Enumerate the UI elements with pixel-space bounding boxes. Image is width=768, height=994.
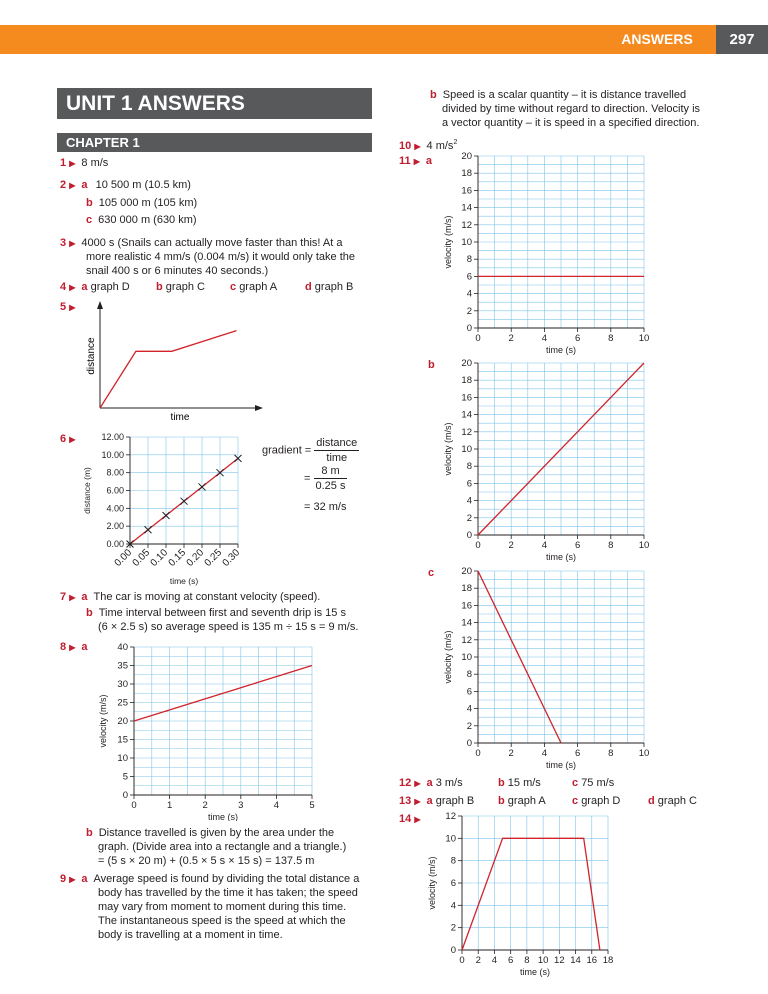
y-tick-label: 8 <box>466 461 472 473</box>
fraction-numerator: distance <box>316 437 358 449</box>
x-axis-label: time (s) <box>208 812 238 821</box>
page-number: 297 <box>716 25 768 54</box>
y-tick-label: 16 <box>461 392 472 404</box>
y-axis-label: distance <box>86 337 97 375</box>
y-tick-label: 12 <box>461 219 472 231</box>
y-tick-label: 4 <box>466 288 472 300</box>
x-tick-label: 6 <box>508 955 514 966</box>
y-tick-label: 40 <box>117 642 128 653</box>
y-tick-label: 0 <box>122 790 128 801</box>
answer-7: 7 ▶ a The car is moving at constant velocity (speed). <box>60 591 321 603</box>
x-tick-label: 2 <box>202 800 208 811</box>
answer-7b-line2: (6 × 2.5 s) so average speed is 135 m ÷ 15 s = 9 m/s. <box>98 621 359 633</box>
x-axis-label: time (s) <box>546 552 576 562</box>
fraction-denominator: time <box>326 452 348 464</box>
answer-1 <box>60 156 108 171</box>
answer-14: 14 ▶ <box>399 813 421 825</box>
x-tick-label: 0.30 <box>220 547 243 569</box>
y-tick-label: 0 <box>466 738 472 749</box>
chart-q14 <box>424 808 624 978</box>
question-number: 1 ▶ <box>60 157 76 169</box>
y-tick-label: 12.00 <box>101 432 124 442</box>
x-tick-label: 10 <box>638 333 650 344</box>
x-tick-label: 18 <box>602 955 614 966</box>
x-axis-label: time (s) <box>169 576 199 586</box>
answer-2: 2 ▶ a 10 500 m (10.5 km) <box>60 179 191 191</box>
answer-2c: 630 000 m (630 km) <box>98 214 197 226</box>
y-tick-label: 16 <box>461 600 472 612</box>
y-tick-label: 6 <box>466 478 472 490</box>
y-tick-label: 2.00 <box>106 521 124 532</box>
answer-text: 8 m/s <box>81 157 109 169</box>
x-tick-label: 10 <box>638 748 650 759</box>
x-tick-label: 2 <box>508 748 514 759</box>
y-tick-label: 12 <box>461 426 472 438</box>
answer-8b: b Distance travelled is given by the area under the <box>86 827 335 839</box>
y-tick-label: 8 <box>466 254 472 266</box>
answer-11: 11 ▶ a <box>399 155 433 167</box>
answer-12b: b 15 m/s <box>498 777 541 789</box>
unit-title: UNIT 1 ANSWERS <box>57 88 372 119</box>
answer-8b-line2: graph. (Divide area into a rectangle and a triangle.) <box>98 841 347 853</box>
y-tick-label: 4 <box>450 900 456 912</box>
answer-2b-row: b 105 000 m (105 km) <box>86 197 198 209</box>
section-tab: ANSWERS <box>621 31 693 47</box>
answer-3: 3 ▶ 4000 s (Snails can actually move faster than this! At a <box>60 237 343 249</box>
y-tick-label: 4.00 <box>106 503 124 514</box>
y-tick-label: 2 <box>466 305 472 317</box>
x-axis-arrow <box>255 405 263 411</box>
answer-12: 12 ▶ a 3 m/s <box>399 777 463 789</box>
y-tick-label: 18 <box>461 583 472 595</box>
x-tick-label: 8 <box>608 333 614 344</box>
x-tick-label: 0 <box>131 800 137 811</box>
y-tick-label: 2 <box>450 922 456 934</box>
gradient-step-2: = $\frac{8 m}{0.25 s}$ <box>304 465 346 492</box>
x-tick-label: 4 <box>273 800 280 811</box>
y-tick-label: 15 <box>117 734 128 746</box>
answer-13: 13 ▶ a graph B <box>399 795 475 807</box>
answer-9b-line3: a vector quantity – it is speed in a specified direction. <box>442 117 700 129</box>
y-tick-label: 30 <box>117 679 128 690</box>
x-tick-label: 14 <box>570 955 581 966</box>
y-tick-label: 8 <box>450 855 456 867</box>
x-axis-label: time (s) <box>520 967 550 977</box>
answer-3-line2: more realistic 4 mm/s (0.004 m/s) it would only take the <box>86 251 355 263</box>
label-11c: c <box>428 567 435 579</box>
answer-9b-line2: divided by time without regard to direction. Velocity is <box>442 103 701 115</box>
y-tick-label: 0 <box>466 323 472 334</box>
answer-9b: b Speed is a scalar quantity – it is distance travelled <box>430 89 687 101</box>
y-tick-label: 2 <box>466 512 472 524</box>
chart-q5 <box>80 298 270 428</box>
answer-6: 6 ▶ <box>60 433 76 445</box>
label-11b: b <box>428 359 435 371</box>
chart-q11b <box>440 355 660 565</box>
answer-13d: d graph C <box>648 795 697 807</box>
x-axis-label: time (s) <box>546 345 576 355</box>
y-tick-label: 18 <box>461 375 472 387</box>
y-tick-label: 10 <box>461 237 472 248</box>
y-tick-label: 16 <box>461 185 472 197</box>
y-tick-label: 20 <box>117 716 128 727</box>
y-tick-label: 10.00 <box>101 449 124 460</box>
y-tick-label: 10 <box>461 652 472 663</box>
x-tick-label: 16 <box>586 955 598 966</box>
answer-2b: 105 000 m (105 km) <box>98 197 198 209</box>
answer-4b: b graph C <box>156 281 205 293</box>
answer-9: 9 ▶ a Average speed is found by dividing the total distance a <box>60 873 360 885</box>
x-tick-label: 6 <box>574 333 581 344</box>
x-tick-label: 10 <box>537 955 549 966</box>
answer-4d: d graph B <box>305 281 354 293</box>
y-tick-label: 12 <box>445 811 456 822</box>
y-tick-label: 8 <box>466 669 472 681</box>
y-tick-label: 25 <box>117 697 128 709</box>
answer-2c-row: c 630 000 m (630 km) <box>86 214 197 226</box>
y-tick-label: 8.00 <box>106 467 124 478</box>
y-tick-label: 2 <box>466 720 472 732</box>
y-tick-label: 0 <box>466 530 472 541</box>
y-tick-label: 20 <box>461 358 472 369</box>
y-axis-label: velocity (m/s) <box>98 694 108 748</box>
x-tick-label: 0.05 <box>130 547 153 569</box>
y-tick-label: 5 <box>122 771 128 783</box>
answer-2a: 10 500 m (10.5 km) <box>95 179 191 191</box>
x-tick-label: 6 <box>574 540 581 551</box>
answer-13b: b graph A <box>498 795 546 807</box>
x-tick-label: 0 <box>459 955 465 966</box>
answer-9-line3: may vary from moment to moment during this time. <box>98 901 347 913</box>
x-tick-label: 8 <box>608 748 614 759</box>
y-tick-label: 0.00 <box>106 539 124 549</box>
y-tick-label: 18 <box>461 168 472 180</box>
x-tick-label: 0.20 <box>184 547 207 569</box>
x-tick-label: 10 <box>638 540 650 551</box>
chart-q8a <box>96 636 326 821</box>
x-tick-label: 4 <box>541 333 548 344</box>
y-axis-label: distance (m) <box>82 467 92 514</box>
y-tick-label: 14 <box>461 202 472 214</box>
answer-9-line5: body is travelling at a moment in time. <box>98 929 283 941</box>
answer-7b: b Time interval between first and seventh drip is 15 s <box>86 607 346 619</box>
x-tick-label: 3 <box>238 800 244 811</box>
y-tick-label: 6.00 <box>106 485 124 496</box>
answer-5: 5 ▶ <box>60 301 76 313</box>
x-tick-label: 12 <box>554 955 565 966</box>
x-tick-label: 0 <box>475 748 481 759</box>
answer-10: 10 ▶ 4 $m/s^2$ <box>399 139 458 152</box>
data-line <box>462 838 600 950</box>
x-axis-label: time (s) <box>546 760 576 770</box>
y-tick-label: 35 <box>117 660 128 672</box>
gradient-result: = 32 m/s <box>304 501 347 513</box>
x-tick-label: 0.00 <box>112 547 135 569</box>
chart-q11c <box>440 563 660 773</box>
x-tick-label: 1 <box>166 800 173 811</box>
distance-time-line <box>100 331 237 408</box>
y-tick-label: 10 <box>445 833 456 845</box>
x-tick-label: 0.10 <box>148 547 171 569</box>
chapter-title: CHAPTER 1 <box>57 133 372 152</box>
y-axis-label: velocity (m/s) <box>443 215 453 269</box>
y-tick-label: 0 <box>450 945 456 956</box>
x-tick-label: 0 <box>475 333 481 344</box>
answer-12c: c 75 m/s <box>572 777 615 789</box>
y-tick-label: 14 <box>461 617 472 629</box>
y-tick-label: 14 <box>461 409 472 421</box>
x-tick-label: 4 <box>541 540 548 551</box>
chart-q6 <box>80 428 260 588</box>
x-tick-label: 2 <box>475 955 481 966</box>
x-tick-label: 0.15 <box>166 547 189 569</box>
x-tick-label: 0.25 <box>202 547 225 569</box>
x-tick-label: 0 <box>475 540 481 551</box>
y-axis-arrow <box>97 301 103 309</box>
x-tick-label: 2 <box>508 333 514 344</box>
y-tick-label: 20 <box>461 151 472 162</box>
x-tick-label: 8 <box>524 955 530 966</box>
answer-8: 8 ▶ a <box>60 641 88 653</box>
x-tick-label: 4 <box>491 955 498 966</box>
y-tick-label: 10 <box>117 753 128 764</box>
y-tick-label: 6 <box>450 878 456 889</box>
x-tick-label: 4 <box>541 748 548 759</box>
answer-4c: c graph A <box>230 281 278 293</box>
y-tick-label: 6 <box>466 271 472 283</box>
answer-3-line3: snail 400 s or 6 minutes 40 seconds.) <box>86 265 269 277</box>
x-tick-label: 8 <box>608 540 614 551</box>
answer-8b-line3: = (5 s × 20 m) + (0.5 × 5 s × 15 s) = 137.5 m <box>98 855 315 867</box>
answer-13c: c graph D <box>572 795 621 807</box>
y-tick-label: 10 <box>461 444 472 455</box>
y-tick-label: 4 <box>466 495 472 507</box>
answer-9-line4: The instantaneous speed is the speed at which the <box>98 915 346 927</box>
y-tick-label: 6 <box>466 686 472 698</box>
x-axis-label: time <box>170 412 190 423</box>
x-tick-label: 5 <box>309 800 315 811</box>
x-tick-label: 6 <box>574 748 581 759</box>
x-tick-label: 2 <box>508 540 514 551</box>
y-tick-label: 4 <box>466 703 472 715</box>
y-axis-label: velocity (m/s) <box>427 856 437 910</box>
chart-q11a <box>440 148 660 358</box>
y-tick-label: 20 <box>461 566 472 577</box>
y-axis-label: velocity (m/s) <box>443 630 453 684</box>
answer-4: 4 ▶ a graph D <box>60 281 130 293</box>
y-tick-label: 12 <box>461 634 472 646</box>
gradient-calculation: gradient = $\frac{\text{distance}}{\text{time}}$ <box>262 437 358 464</box>
answer-9-line2: body has travelled by the time it has taken; the speed <box>98 887 358 899</box>
y-axis-label: velocity (m/s) <box>443 422 453 476</box>
